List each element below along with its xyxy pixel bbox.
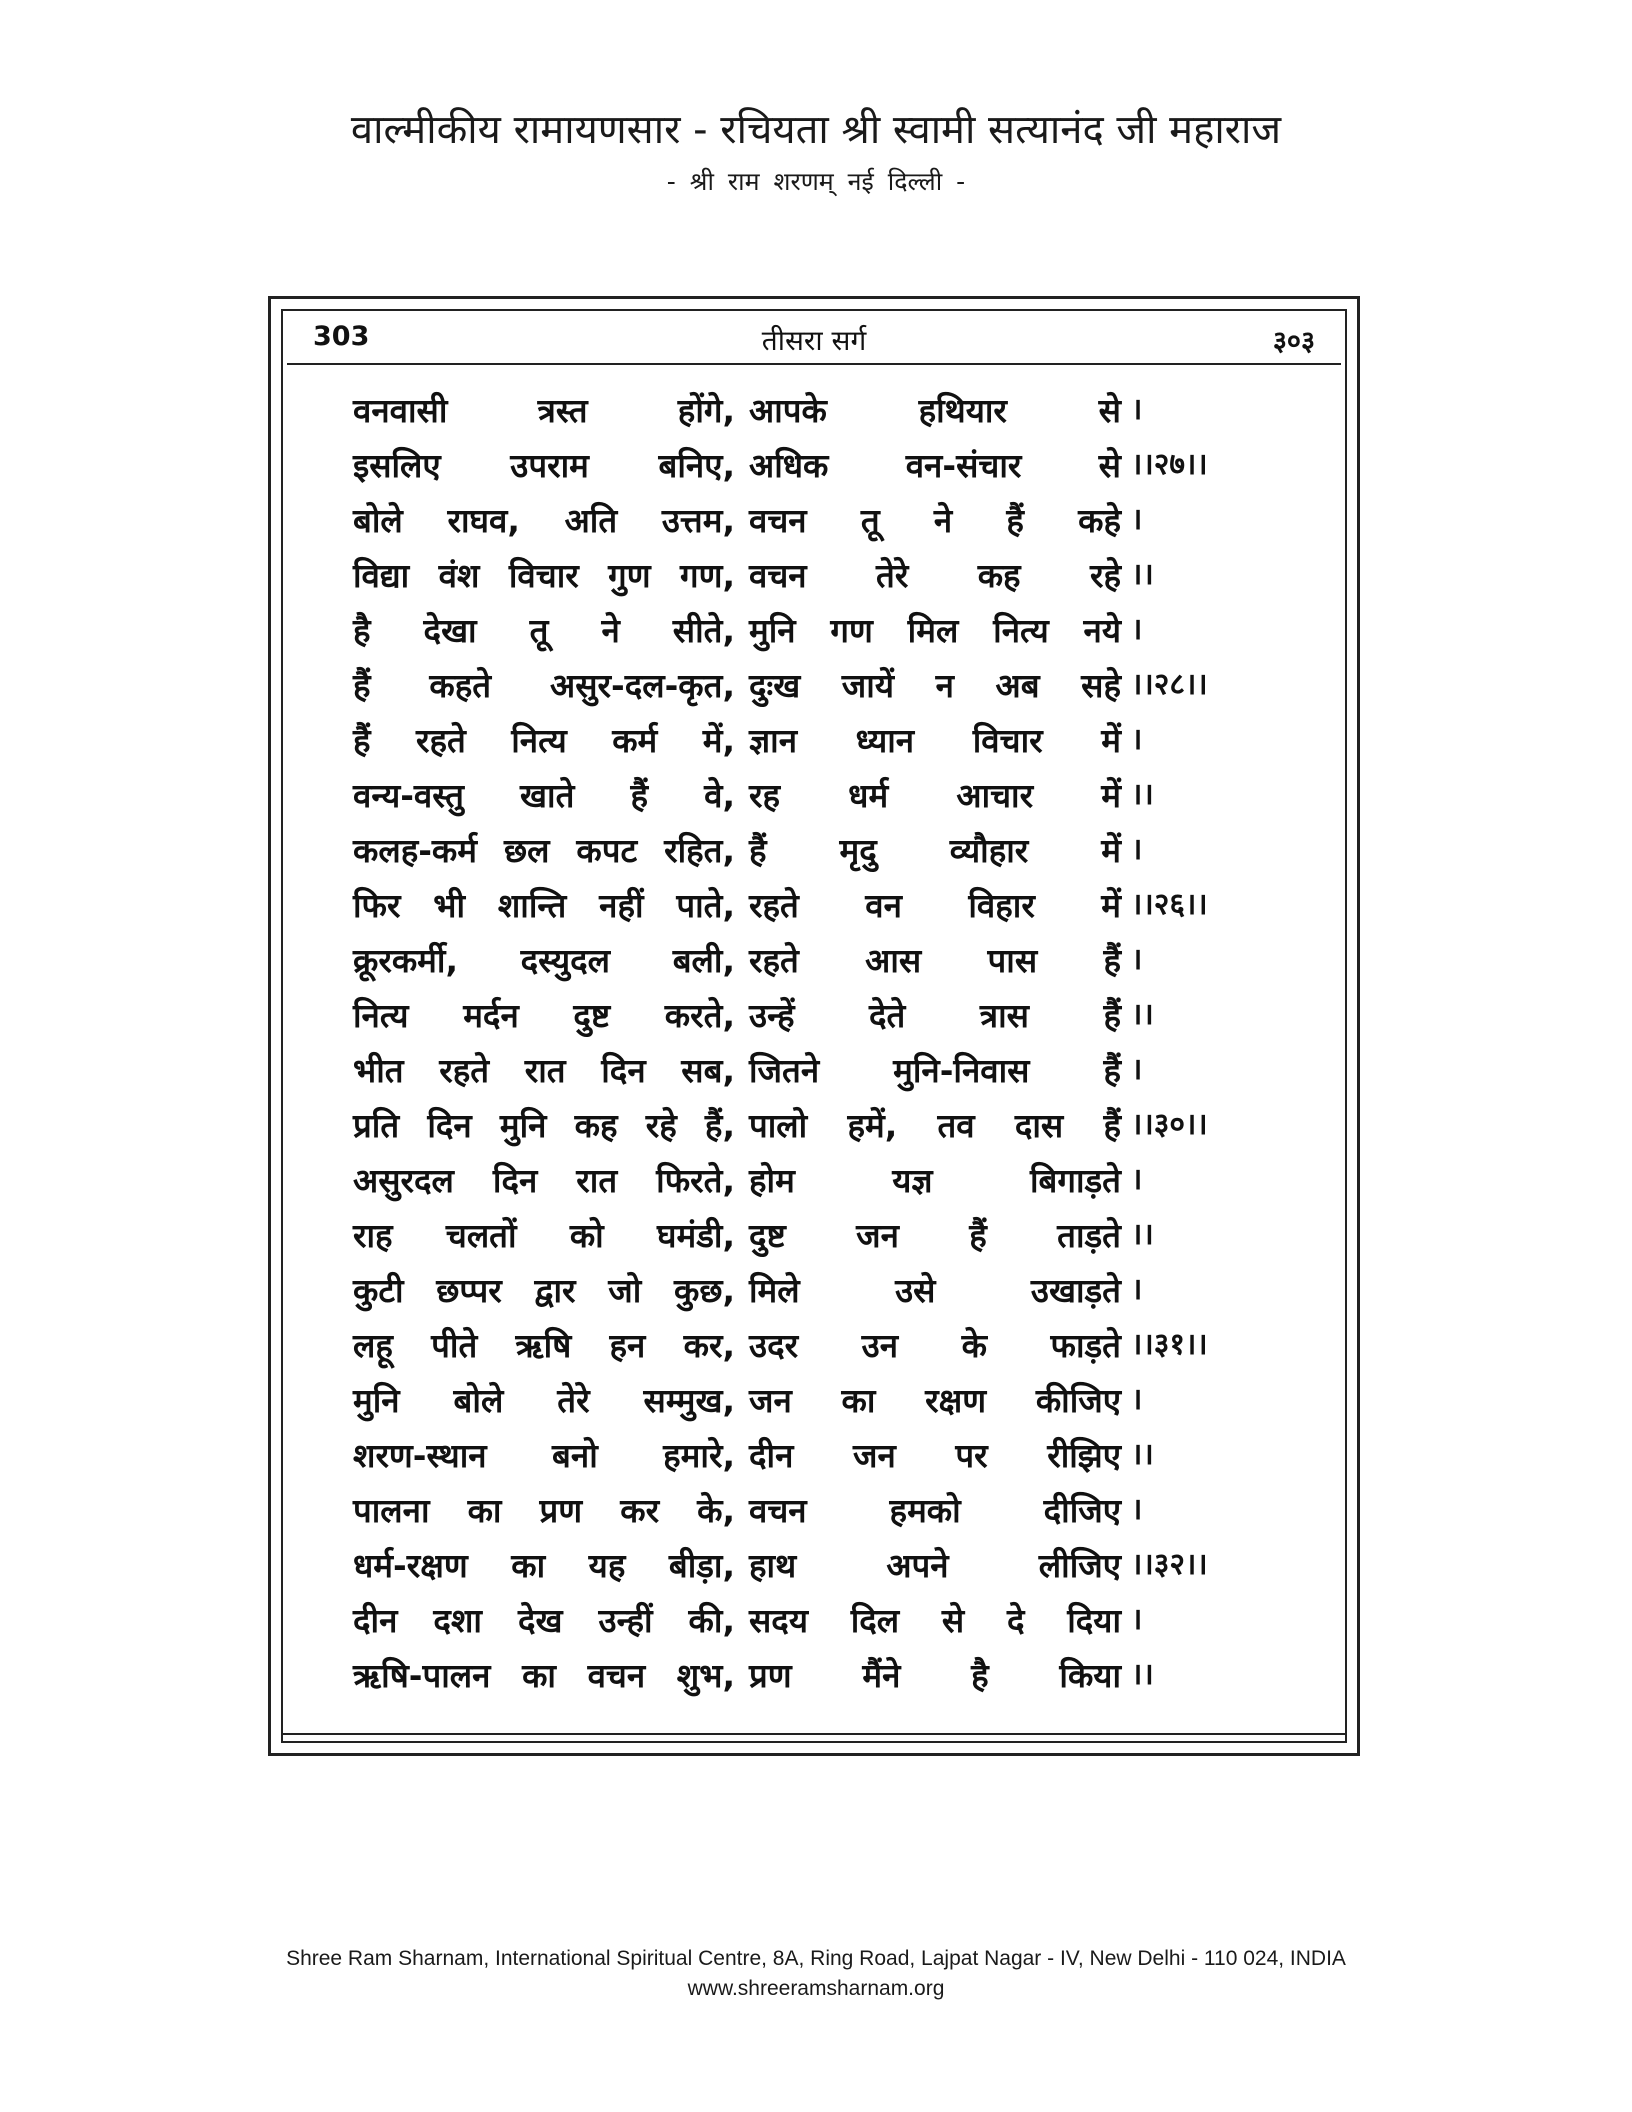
verse-end-mark: ।।२७।।	[1131, 447, 1208, 482]
verse-first-half: प्रति दिन मुनि कह रहे हैं,	[353, 1106, 735, 1145]
verse-second-half: वचन हमको दीजिए	[749, 1491, 1121, 1530]
verse-line	[271, 434, 1357, 489]
verse-second-half: ज्ञान ध्यान विचार में	[749, 721, 1121, 760]
verse-end-mark: ।	[1131, 392, 1143, 427]
verse-end-mark: ।	[1131, 502, 1143, 537]
verse-first-half: वनवासी त्रस्त होंगे,	[353, 391, 735, 430]
verse-line	[271, 1204, 1357, 1259]
verse-end-mark: ।	[1131, 722, 1143, 757]
verse-line	[271, 1534, 1357, 1589]
verse-line	[271, 764, 1357, 819]
verse-end-mark: ।।	[1131, 1437, 1154, 1472]
verse-second-half: अधिक वन-संचार से	[749, 446, 1121, 485]
verse-end-mark: ।	[1131, 1052, 1143, 1087]
verse-first-half: फिर भी शान्ति नहीं पाते,	[353, 886, 735, 925]
verse-line	[271, 1644, 1357, 1699]
verse-second-half: रह धर्म आचार में	[749, 776, 1121, 815]
verse-line	[271, 489, 1357, 544]
verse-second-half: वचन तू ने हैं कहे	[749, 501, 1121, 540]
verse-second-half: मुनि गण मिल नित्य नये	[749, 611, 1121, 650]
frame-bottom-rule	[281, 1733, 1347, 1735]
verse-end-mark: ।	[1131, 1162, 1143, 1197]
verse-end-mark: ।।३१।।	[1131, 1327, 1208, 1362]
verse-end-mark: ।	[1131, 832, 1143, 867]
verse-first-half: वन्य-वस्तु खाते हैं वे,	[353, 776, 735, 815]
verse-line	[271, 984, 1357, 1039]
verse-end-mark: ।।२८।।	[1131, 667, 1208, 702]
verse-end-mark: ।	[1131, 942, 1143, 977]
page-frame	[268, 296, 1360, 1756]
verse-line	[271, 599, 1357, 654]
verse-first-half: शरण-स्थान बनो हमारे,	[353, 1436, 735, 1475]
verse-second-half: सदय दिल से दे दिया	[749, 1601, 1121, 1640]
verse-first-half: है देखा तू ने सीते,	[353, 611, 735, 650]
verse-line	[271, 1039, 1357, 1094]
verse-second-half: प्रण मैंने है किया	[749, 1656, 1121, 1695]
verse-end-mark: ।।	[1131, 777, 1154, 812]
verse-line	[271, 379, 1357, 434]
verse-end-mark: ।।	[1131, 1217, 1154, 1252]
verse-first-half: नित्य मर्दन दुष्ट करते,	[353, 996, 735, 1035]
verse-first-half: इसलिए उपराम बनिए,	[353, 446, 735, 485]
publisher-subtitle: - श्री राम शरणम् नई दिल्ली -	[666, 167, 966, 196]
verse-first-half: मुनि बोले तेरे सम्मुख,	[353, 1381, 735, 1420]
verse-line	[271, 819, 1357, 874]
verse-line	[271, 1259, 1357, 1314]
verse-second-half: जन का रक्षण कीजिए	[749, 1381, 1121, 1420]
verse-first-half: राह चलतों को घमंडी,	[353, 1216, 735, 1255]
header-divider	[287, 363, 1341, 365]
verse-second-half: मिले उसे उखाड़ते	[749, 1271, 1121, 1310]
verse-end-mark: ।।३२।।	[1131, 1547, 1208, 1582]
verse-second-half: वचन तेरे कह रहे	[749, 556, 1121, 595]
verse-first-half: विद्या वंश विचार गुण गण,	[353, 556, 735, 595]
verse-end-mark: ।	[1131, 1272, 1143, 1307]
document-footer	[0, 1944, 1632, 2004]
verse-line	[271, 1369, 1357, 1424]
verse-line	[271, 874, 1357, 929]
verse-end-mark: ।।	[1131, 997, 1154, 1032]
footer-website: www.shreeramsharnam.org	[687, 1977, 945, 2000]
verse-second-half: हाथ अपने लीजिए	[749, 1546, 1121, 1585]
book-title: वाल्मीकीय रामायणसार - रचियता श्री स्वामी सत्यानंद जी महाराज	[350, 107, 1282, 153]
verse-line	[271, 1094, 1357, 1149]
verse-end-mark: ।	[1131, 1382, 1143, 1417]
verse-second-half: आपके हथियार से	[749, 391, 1121, 430]
verse-first-half: क्रूरकर्मी, दस्युदल बली,	[353, 941, 735, 980]
verse-second-half: दीन जन पर रीझिए	[749, 1436, 1121, 1475]
verse-line	[271, 1589, 1357, 1644]
verse-first-half: बोले राघव, अति उत्तम,	[353, 501, 735, 540]
verse-second-half: दुःख जायें न अब सहे	[749, 666, 1121, 705]
verse-first-half: हैं रहते नित्य कर्म में,	[353, 721, 735, 760]
verse-second-half: दुष्ट जन हैं ताड़ते	[749, 1216, 1121, 1255]
verse-line	[271, 929, 1357, 984]
verse-line	[271, 709, 1357, 764]
verse-first-half: पालना का प्रण कर के,	[353, 1491, 735, 1530]
document-header	[0, 102, 1632, 202]
verse-second-half: रहते वन विहार में	[749, 886, 1121, 925]
verse-first-half: भीत रहते रात दिन सब,	[353, 1051, 735, 1090]
verse-second-half: रहते आस पास हैं	[749, 941, 1121, 980]
verse-first-half: कुटी छप्पर द्वार जो कुछ,	[353, 1271, 735, 1310]
page-header-row	[313, 321, 1315, 361]
verse-first-half: लहू पीते ऋषि हन कर,	[353, 1326, 735, 1365]
chapter-title: तीसरा सर्ग	[761, 324, 867, 357]
page-number-devanagari: ३०३	[1272, 326, 1315, 357]
verse-second-half: हैं मृदु व्यौहार में	[749, 831, 1121, 870]
verse-line	[271, 654, 1357, 709]
verse-first-half: धर्म-रक्षण का यह बीड़ा,	[353, 1546, 735, 1585]
verse-end-mark: ।	[1131, 612, 1143, 647]
verse-first-half: कलह-कर्म छल कपट रहित,	[353, 831, 735, 870]
verse-end-mark: ।।२६।।	[1131, 887, 1208, 922]
verse-first-half: दीन दशा देख उन्हीं की,	[353, 1601, 735, 1640]
verse-second-half: होम यज्ञ बिगाड़ते	[749, 1161, 1121, 1200]
verse-list	[271, 379, 1357, 1699]
page-number-latin: 303	[313, 321, 370, 352]
verse-first-half: ऋषि-पालन का वचन शुभ,	[353, 1656, 735, 1695]
verse-first-half: हैं कहते असुर-दल-कृत,	[353, 666, 735, 705]
verse-line	[271, 544, 1357, 599]
verse-end-mark: ।।३०।।	[1131, 1107, 1208, 1142]
verse-second-half: उदर उन के फाड़ते	[749, 1326, 1121, 1365]
verse-end-mark: ।	[1131, 1492, 1143, 1527]
verse-second-half: जितने मुनि-निवास हैं	[749, 1051, 1121, 1090]
verse-second-half: पालो हमें, तव दास हैं	[749, 1106, 1121, 1145]
verse-first-half: असुरदल दिन रात फिरते,	[353, 1161, 735, 1200]
verse-line	[271, 1479, 1357, 1534]
verse-second-half: उन्हें देते त्रास हैं	[749, 996, 1121, 1035]
verse-end-mark: ।।	[1131, 557, 1154, 592]
verse-line	[271, 1314, 1357, 1369]
footer-address: Shree Ram Sharnam, International Spiritual Centre, 8A, Ring Road, Lajpat Nagar - IV, New Delhi - 110 024, INDIA	[286, 1947, 1346, 1970]
verse-line	[271, 1424, 1357, 1479]
verse-end-mark: ।।	[1131, 1657, 1154, 1692]
verse-line	[271, 1149, 1357, 1204]
verse-end-mark: ।	[1131, 1602, 1143, 1637]
